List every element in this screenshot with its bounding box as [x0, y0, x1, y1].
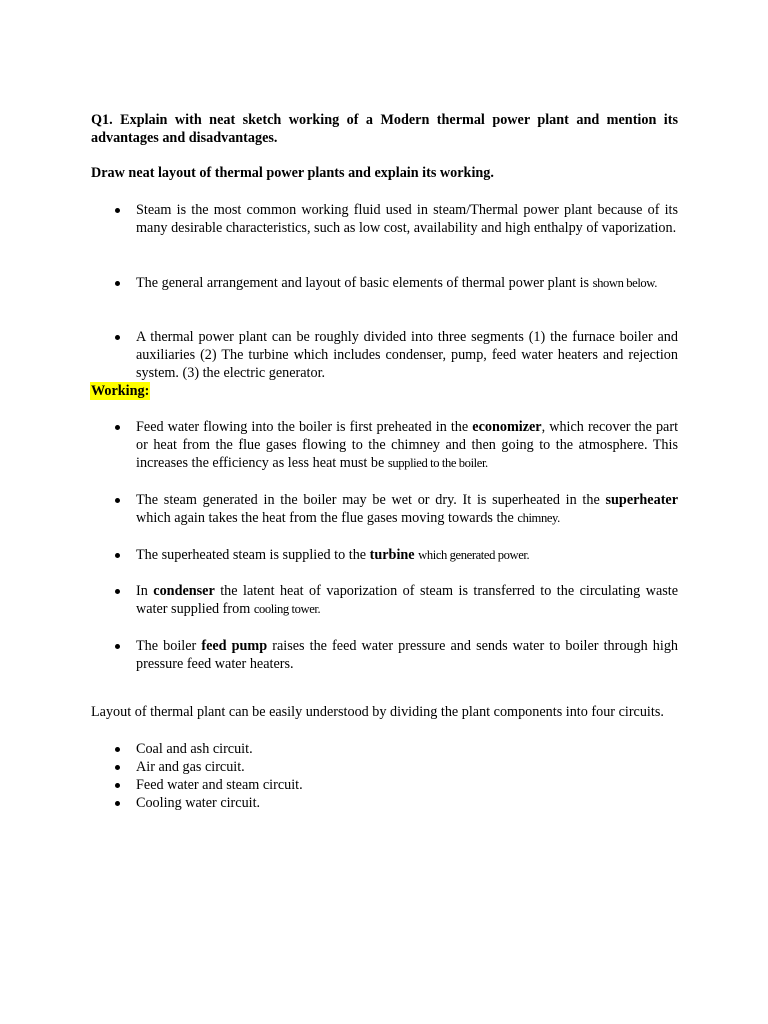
working-label: Working: — [91, 383, 150, 399]
bullet-icon — [115, 208, 120, 213]
bullet-icon — [115, 783, 120, 788]
bold-term: feed pump — [201, 638, 268, 654]
bullet-icon — [115, 335, 120, 340]
working-bullet-list — [91, 637, 678, 673]
list-item — [91, 637, 678, 673]
bullet-text: , which recover the part or heat from the flue gases flowing to the chimney and then going to the atmosphere. This increases the efficiency as less heat must be — [136, 419, 679, 471]
bold-term: condenser — [153, 583, 215, 599]
bullet-text: Feed water flowing into the boiler is first preheated in the — [136, 419, 469, 435]
list-item — [91, 740, 303, 758]
bullet-text: The boiler — [136, 638, 197, 654]
list-item — [91, 546, 678, 564]
working-bullet-list — [91, 546, 678, 564]
bullet-icon — [115, 747, 120, 752]
bullet-text: raises the feed water pressure and sends water to boiler through high pressure feed water heaters. — [136, 638, 679, 672]
sub-question-heading: Draw neat layout of thermal power plants and explain its working. — [91, 165, 494, 181]
bullet-text: In — [136, 583, 148, 599]
intro-bullet-list — [91, 328, 678, 382]
circuit-text: Cooling water circuit. — [136, 795, 261, 811]
circuit-text: Air and gas circuit. — [136, 759, 245, 775]
bullet-text-small: which generated power. — [418, 548, 530, 562]
list-item — [91, 776, 303, 794]
question-heading: Q1. Explain with neat sketch working of a Modern thermal power plant and mention its advantages and disadvantages. — [91, 112, 678, 146]
intro-bullet-list — [91, 201, 678, 237]
bullet-text: the latent heat of vaporization of steam is transferred to the circulating waste water supplied from — [136, 583, 678, 617]
bullet-text: The general arrangement and layout of basic elements of thermal power plant is — [136, 275, 590, 291]
bullet-text: Steam is the most common working fluid used in steam/Thermal power plant because of its many desirable characteristics, such as low cost, availability and high enthalpy of vaporization. — [136, 202, 678, 236]
circuit-list — [91, 740, 303, 812]
bullet-icon — [115, 801, 120, 806]
bullet-icon — [115, 498, 120, 503]
list-item — [91, 794, 303, 812]
list-item — [91, 274, 678, 292]
bullet-text: The steam generated in the boiler may be wet or dry. It is superheated in the — [136, 492, 600, 508]
list-item — [91, 418, 678, 472]
bullet-text-small: shown below. — [592, 276, 657, 290]
bullet-text-small: supplied to the boiler. — [387, 456, 488, 470]
bullet-text: which again takes the heat from the flue gases moving towards the — [136, 510, 514, 526]
list-item — [91, 582, 678, 618]
bullet-icon — [115, 281, 120, 286]
bold-term: superheater — [605, 492, 679, 508]
bullet-icon — [115, 553, 120, 558]
intro-bullet-list — [91, 274, 678, 292]
circuit-text: Feed water and steam circuit. — [136, 777, 303, 793]
list-item — [91, 328, 678, 382]
bold-term: economizer — [472, 419, 542, 435]
working-bullet-list — [91, 582, 678, 618]
list-item — [91, 201, 678, 237]
working-bullet-list — [91, 491, 678, 527]
layout-paragraph: Layout of thermal plant can be easily understood by dividing the plant components into four circuits. — [91, 704, 664, 720]
bullet-icon — [115, 765, 120, 770]
bullet-text-small: cooling tower. — [253, 602, 321, 616]
bullet-icon — [115, 644, 120, 649]
bullet-icon — [115, 425, 120, 430]
bullet-text-small: chimney. — [517, 511, 560, 525]
bullet-text: The superheated steam is supplied to the — [136, 547, 367, 563]
bullet-text: A thermal power plant can be roughly divided into three segments (1) the furnace boiler and auxiliaries (2) The turbine which includes condenser, pump, feed water heaters and rejection system. (3) the electric generator. — [136, 329, 678, 381]
list-item — [91, 491, 678, 527]
circuit-text: Coal and ash circuit. — [136, 741, 253, 757]
bold-term: turbine — [369, 547, 415, 563]
list-item — [91, 758, 303, 776]
working-bullet-list — [91, 418, 678, 472]
bullet-icon — [115, 589, 120, 594]
